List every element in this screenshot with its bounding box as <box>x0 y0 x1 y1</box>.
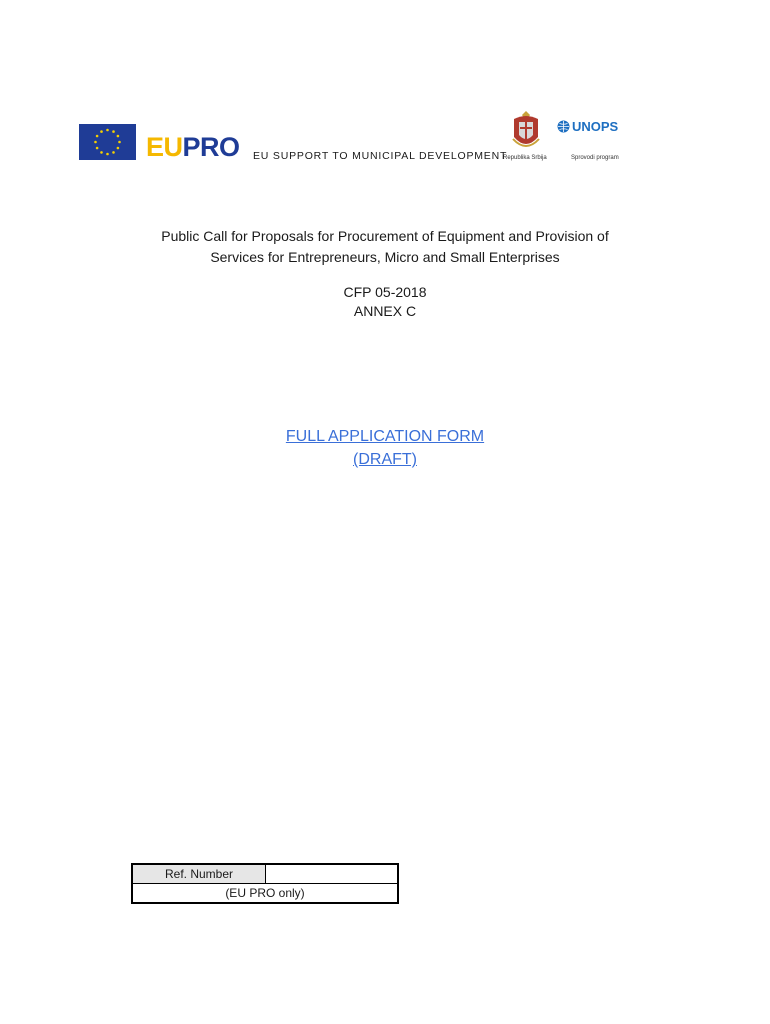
cfp-number: CFP 05-2018 <box>343 284 427 300</box>
form-title-line-2: (DRAFT) <box>353 451 417 468</box>
serbia-coat-of-arms-icon <box>511 109 541 153</box>
eu-flag-icon <box>79 124 136 160</box>
form-title-line-1: FULL APPLICATION FORM <box>285 428 485 445</box>
globe-icon <box>557 120 570 133</box>
call-title-line-2: Services for Entrepreneurs, Micro and Small Enterprises <box>210 249 560 265</box>
eupro-logo-pro: PRO <box>182 132 240 162</box>
eupro-tagline: EU SUPPORT TO MUNICIPAL DEVELOPMENT <box>253 150 508 162</box>
form-title <box>0 425 770 471</box>
eupro-logo-eu: EU <box>146 132 183 162</box>
cfp-block <box>0 283 770 321</box>
serbia-caption: Republika Srbija <box>503 155 547 161</box>
unops-caption: Sprovodi program <box>571 155 619 161</box>
ref-number-note: (EU PRO only) <box>132 884 398 904</box>
call-title <box>0 226 770 268</box>
unops-name: UNOPS <box>572 119 619 134</box>
ref-number-label: Ref. Number <box>132 864 266 884</box>
ref-number-table <box>131 863 399 904</box>
ref-number-field[interactable] <box>266 864 399 884</box>
eupro-logo <box>146 134 240 161</box>
annex-label: ANNEX C <box>353 303 417 319</box>
unops-logo <box>557 119 618 134</box>
call-title-line-1: Public Call for Proposals for Procurement of Equipment and Provision of <box>161 228 609 244</box>
